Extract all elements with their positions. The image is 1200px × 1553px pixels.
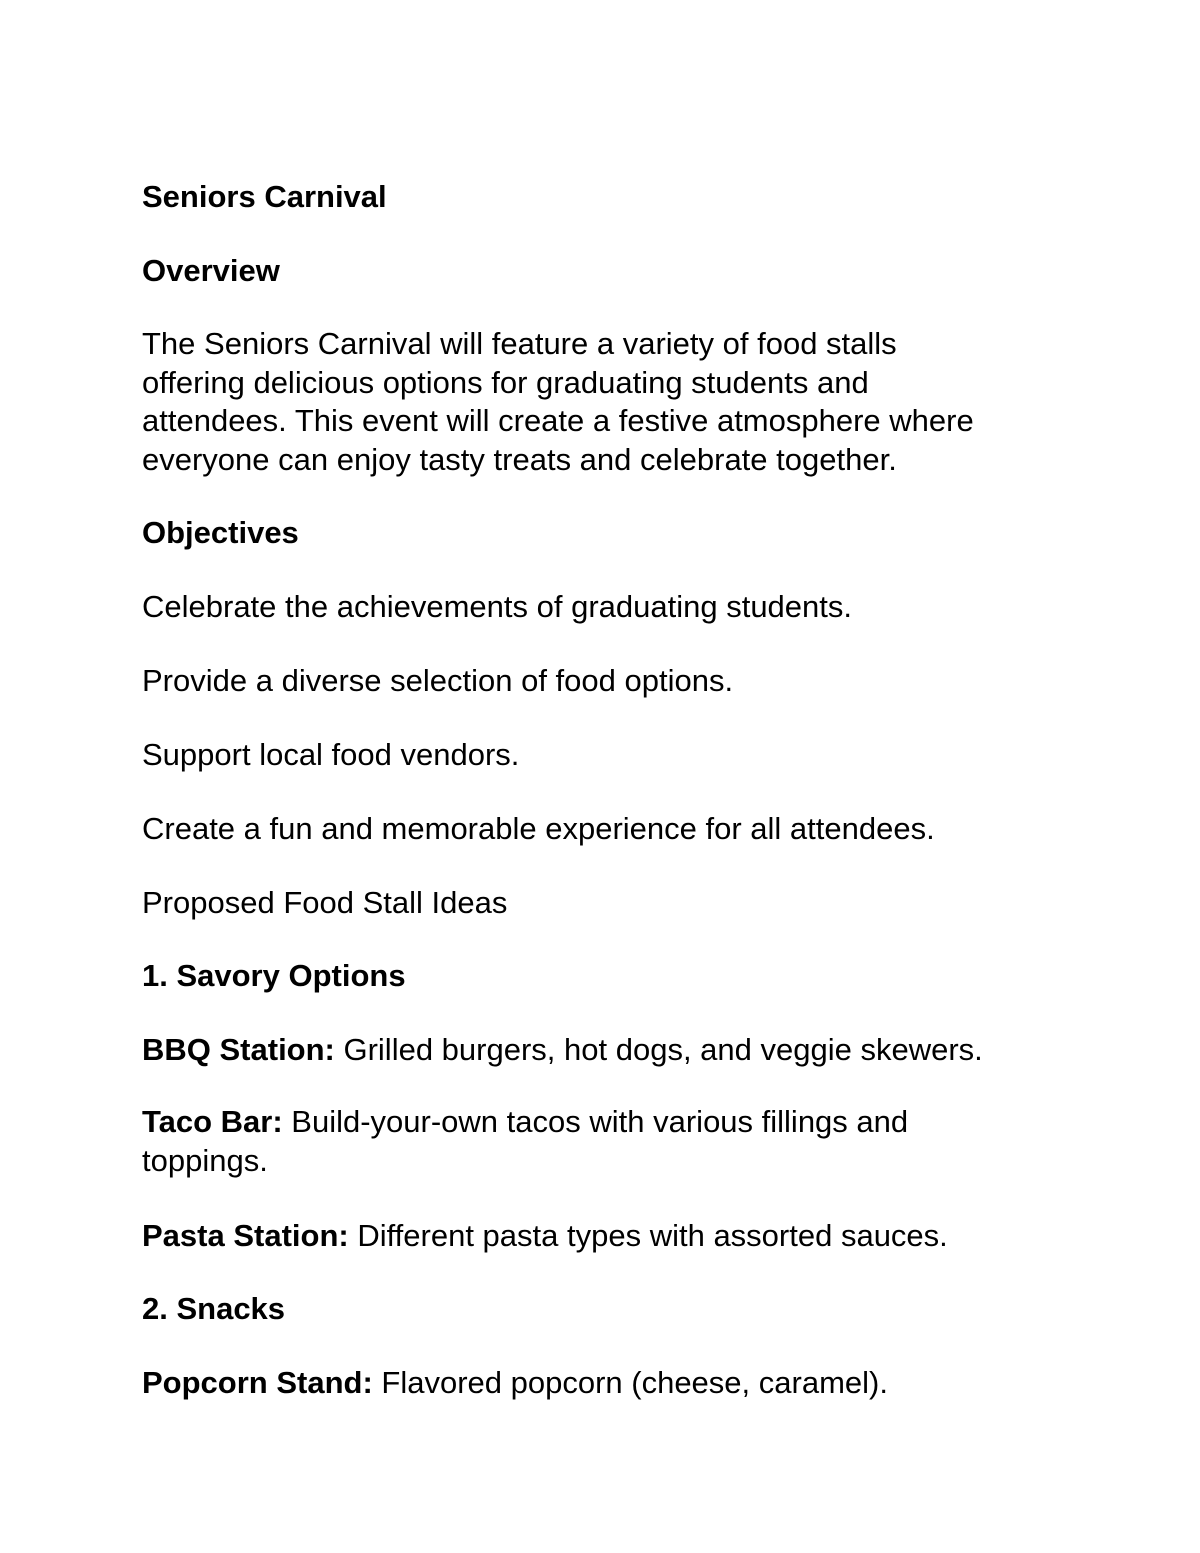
savory-item-bbq [142,1030,1082,1069]
item-text: Different pasta types with assorted sauces. [348,1218,948,1253]
item-text: Flavored popcorn (cheese, caramel). [372,1365,888,1400]
overview-heading: Overview [142,253,280,288]
objective-item: Provide a diverse selection of food options. [142,663,734,698]
savory-heading: 1. Savory Options [142,958,406,993]
item-label: BBQ Station: [142,1032,335,1067]
overview-line: The Seniors Carnival will feature a variety of food stalls [142,326,897,361]
item-label: Popcorn Stand: [142,1365,373,1400]
overview-paragraph [142,325,1082,480]
overview-line: attendees. This event will create a festive atmosphere where [142,403,974,439]
ideas-heading: Proposed Food Stall Ideas [142,885,508,920]
item-label: Pasta Station: [142,1218,349,1253]
objective-item: Celebrate the achievements of graduating students. [142,589,853,624]
savory-item-pasta [142,1216,1082,1255]
item-text: Grilled burgers, hot dogs, and veggie skewers. [334,1032,983,1067]
item-text: Build-your-own tacos with various fillings and [282,1104,909,1139]
document-title: Seniors Carnival [142,179,387,214]
objective-item: Support local food vendors. [142,737,520,772]
snack-item-popcorn [142,1363,1082,1402]
overview-line: offering delicious options for graduating students and [142,364,869,400]
objective-item: Create a fun and memorable experience for all attendees. [142,811,935,846]
snacks-heading: 2. Snacks [142,1291,286,1326]
item-label: Taco Bar: [142,1104,283,1139]
item-text-continued: toppings. [142,1142,268,1178]
savory-item-taco [142,1103,1082,1180]
overview-line: everyone can enjoy tasty treats and celebrate together. [142,442,897,478]
objectives-heading: Objectives [142,515,299,550]
